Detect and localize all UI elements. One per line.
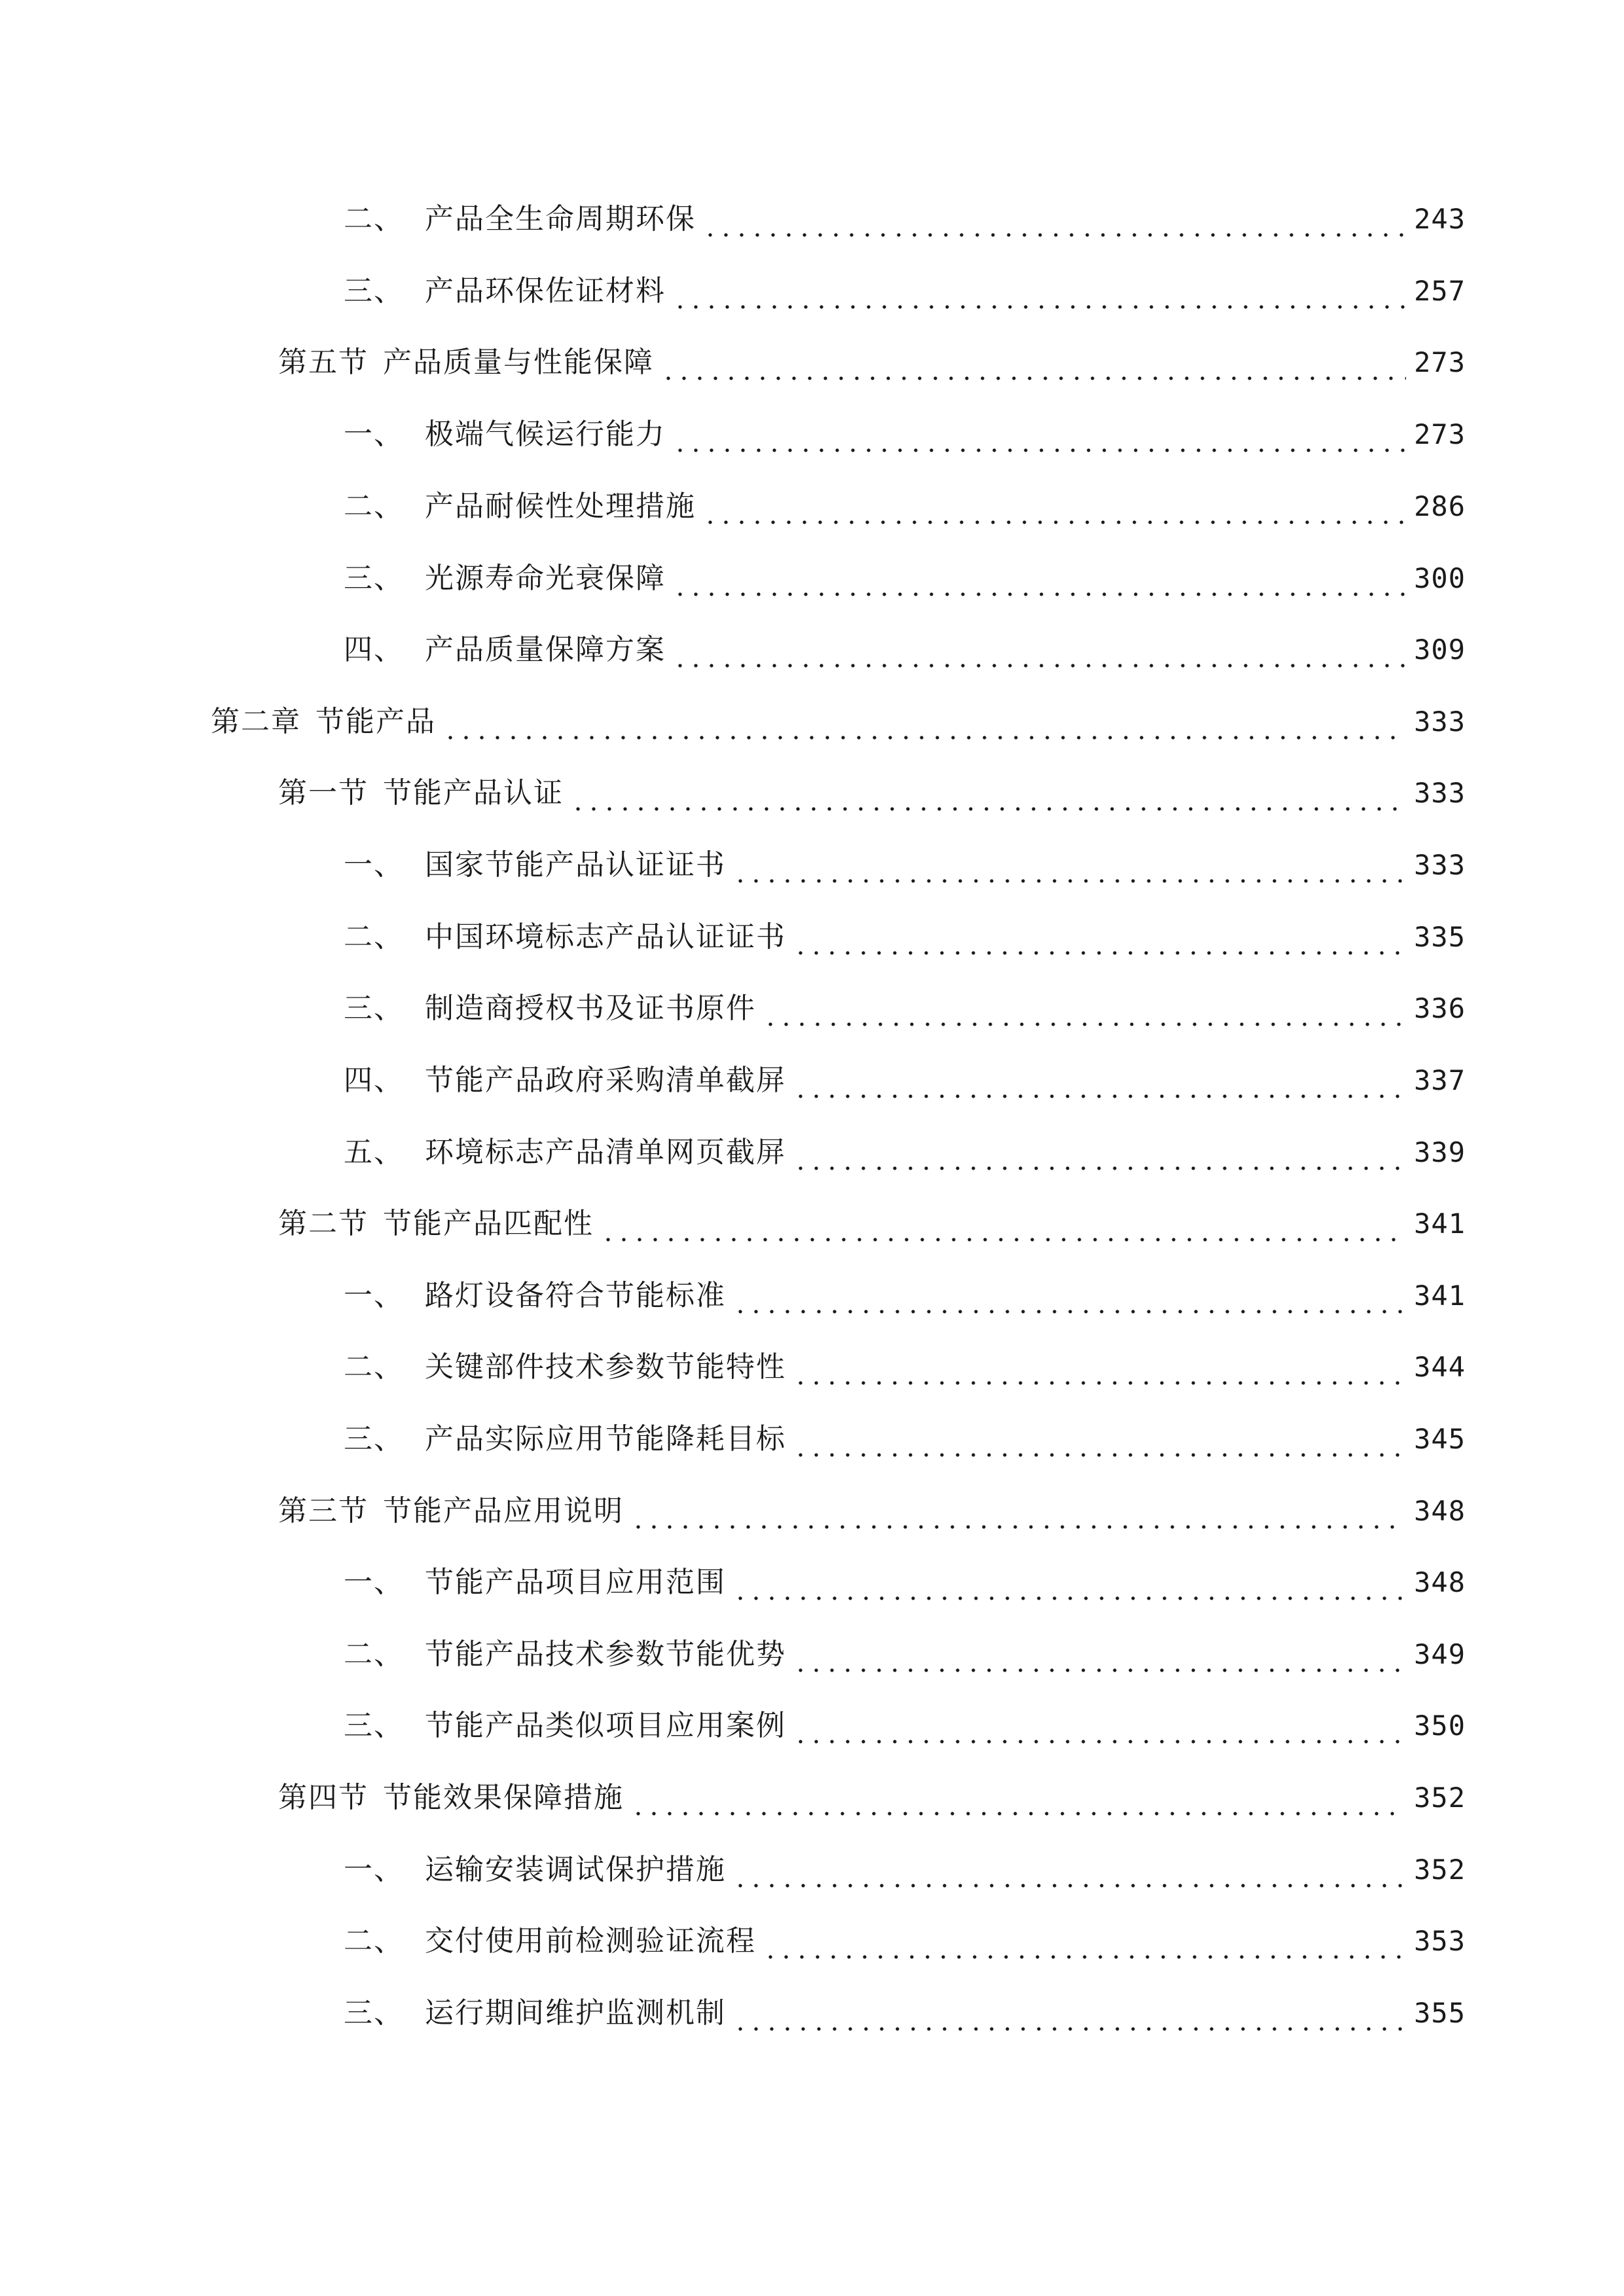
toc-entry-title: 产品环保佐证材料 <box>425 274 666 308</box>
toc-section-entry[interactable] <box>278 1198 1466 1250</box>
toc-entry-title: 极端气候运行能力 <box>425 418 666 451</box>
dot-leader <box>442 696 1406 748</box>
toc-entry[interactable] <box>344 839 1466 891</box>
toc-entry-page: 309 <box>1414 634 1466 666</box>
toc-entry-page: 352 <box>1414 1782 1466 1814</box>
toc-entry-title: 关键部件技术参数节能特性 <box>425 1350 786 1384</box>
toc-entry[interactable] <box>344 480 1466 533</box>
toc-section-title: 节能产品认证 <box>383 776 564 810</box>
toc-entry-title: 节能产品政府采购清单截屏 <box>425 1064 786 1097</box>
toc-entry-title: 交付使用前检测验证流程 <box>425 1924 756 1958</box>
toc-entry[interactable] <box>344 408 1466 461</box>
dot-leader <box>630 1772 1406 1824</box>
toc-entry[interactable] <box>344 1987 1466 2039</box>
dot-leader <box>600 1198 1406 1250</box>
toc-entry-number: 三、 <box>344 1422 404 1456</box>
toc-section-number: 第五节 <box>278 346 369 379</box>
dot-leader <box>793 1413 1406 1465</box>
toc-section-title: 节能产品应用说明 <box>383 1494 624 1528</box>
toc-entry-page: 355 <box>1414 1997 1466 2029</box>
toc-section-title: 节能产品匹配性 <box>383 1207 594 1240</box>
toc-entry-number: 四、 <box>344 1064 404 1097</box>
toc-entry-number: 一、 <box>344 1566 404 1599</box>
dot-leader <box>763 1915 1406 1967</box>
toc-entry-number: 一、 <box>344 848 404 882</box>
dot-leader <box>570 767 1406 819</box>
toc-entry-number: 三、 <box>344 992 404 1025</box>
toc-entry-number: 三、 <box>344 1996 404 2030</box>
toc-entry-page: 350 <box>1414 1710 1466 1742</box>
toc-entry-title: 产品全生命周期环保 <box>425 202 696 236</box>
toc-chapter-entry[interactable] <box>211 696 1466 748</box>
toc-entry-title: 光源寿命光衰保障 <box>425 562 666 595</box>
toc-entry-page: 348 <box>1414 1495 1466 1527</box>
dot-leader <box>793 911 1406 963</box>
toc-section-entry[interactable] <box>278 767 1466 819</box>
dot-leader <box>793 1054 1406 1107</box>
dot-leader <box>630 1485 1406 1537</box>
dot-leader <box>793 1126 1406 1179</box>
toc-entry-page: 337 <box>1414 1064 1466 1096</box>
toc-entry-page: 300 <box>1414 562 1466 594</box>
toc-entry-page: 352 <box>1414 1854 1466 1886</box>
toc-entry-page: 348 <box>1414 1566 1466 1598</box>
toc-entry-number: 二、 <box>344 1924 404 1958</box>
toc-entry[interactable] <box>344 1341 1466 1393</box>
toc-entry-number: 二、 <box>344 202 404 236</box>
dot-leader <box>702 480 1406 533</box>
dot-leader <box>793 1628 1406 1681</box>
dot-leader <box>763 982 1406 1035</box>
toc-entry[interactable] <box>344 1270 1466 1322</box>
toc-entry[interactable] <box>344 624 1466 676</box>
toc-entry-page: 341 <box>1414 1208 1466 1240</box>
toc-section-entry[interactable] <box>278 1772 1466 1824</box>
toc-entry-number: 三、 <box>344 274 404 308</box>
toc-entry-title: 节能产品项目应用范围 <box>425 1566 726 1599</box>
toc-entry-title: 节能产品技术参数节能优势 <box>425 1638 786 1671</box>
dot-leader <box>732 1987 1406 2039</box>
toc-entry[interactable] <box>344 1628 1466 1681</box>
dot-leader <box>672 624 1406 676</box>
toc-entry-title: 产品实际应用节能降耗目标 <box>425 1422 786 1456</box>
toc-entry-page: 333 <box>1414 777 1466 809</box>
toc-chapter-title: 节能产品 <box>316 705 436 738</box>
toc-entry-title: 运行期间维护监测机制 <box>425 1996 726 2030</box>
toc-entry-title: 路灯设备符合节能标准 <box>425 1279 726 1312</box>
toc-entry-page: 333 <box>1414 706 1466 738</box>
toc-entry-page: 243 <box>1414 203 1466 235</box>
toc-section-number: 第一节 <box>278 776 369 810</box>
dot-leader <box>672 552 1406 605</box>
toc-section-title: 产品质量与性能保障 <box>383 346 654 379</box>
dot-leader <box>672 408 1406 461</box>
toc-entry-page: 349 <box>1414 1638 1466 1670</box>
toc-entry-number: 五、 <box>344 1136 404 1169</box>
toc-entry[interactable] <box>344 1700 1466 1752</box>
toc-entry-page: 335 <box>1414 921 1466 953</box>
toc-entry-title: 节能产品类似项目应用案例 <box>425 1709 786 1742</box>
toc-entry[interactable] <box>344 1054 1466 1107</box>
toc-entry-number: 一、 <box>344 418 404 451</box>
toc-entry-title: 产品质量保障方案 <box>425 633 666 666</box>
toc-entry[interactable] <box>344 265 1466 317</box>
dot-leader <box>732 1270 1406 1322</box>
dot-leader <box>793 1700 1406 1752</box>
toc-entry-page: 344 <box>1414 1351 1466 1383</box>
toc-entry[interactable] <box>344 911 1466 963</box>
toc-entry[interactable] <box>344 982 1466 1035</box>
toc-entry-number: 二、 <box>344 920 404 954</box>
toc-entry-number: 一、 <box>344 1853 404 1886</box>
toc-entry-page: 353 <box>1414 1925 1466 1957</box>
toc-entry[interactable] <box>344 193 1466 245</box>
toc-entry-number: 二、 <box>344 1350 404 1384</box>
dot-leader <box>672 265 1406 317</box>
toc-entry-page: 339 <box>1414 1136 1466 1168</box>
toc-entry-title: 国家节能产品认证证书 <box>425 848 726 882</box>
toc-entry-page: 286 <box>1414 490 1466 522</box>
dot-leader <box>660 336 1406 389</box>
toc-section-number: 第二节 <box>278 1207 369 1240</box>
toc-entry[interactable] <box>344 552 1466 605</box>
toc-entry-title: 中国环境标志产品认证证书 <box>425 920 786 954</box>
toc-entry-number: 二、 <box>344 490 404 523</box>
dot-leader <box>732 1844 1406 1896</box>
toc-entry[interactable] <box>344 1556 1466 1609</box>
toc-entry[interactable] <box>344 1126 1466 1179</box>
toc-entry-page: 341 <box>1414 1280 1466 1312</box>
toc-entry-number: 四、 <box>344 633 404 666</box>
toc-entry-page: 336 <box>1414 992 1466 1024</box>
toc-entry-title: 制造商授权书及证书原件 <box>425 992 756 1025</box>
dot-leader <box>702 193 1406 245</box>
toc-entry-number: 三、 <box>344 562 404 595</box>
toc-section-entry[interactable] <box>278 336 1466 389</box>
toc-chapter-number: 第二章 <box>211 705 301 738</box>
toc-entry[interactable] <box>344 1915 1466 1967</box>
toc-entry-title: 环境标志产品清单网页截屏 <box>425 1136 786 1169</box>
dot-leader <box>732 1556 1406 1609</box>
toc-entry-number: 一、 <box>344 1279 404 1312</box>
toc-entry[interactable] <box>344 1844 1466 1896</box>
toc-entry-page: 273 <box>1414 418 1466 450</box>
toc-entry-number: 二、 <box>344 1638 404 1671</box>
toc-section-title: 节能效果保障措施 <box>383 1781 624 1814</box>
toc-entry-number: 三、 <box>344 1709 404 1742</box>
toc-entry-page: 273 <box>1414 346 1466 378</box>
toc-entry[interactable] <box>344 1413 1466 1465</box>
toc-entry-page: 345 <box>1414 1423 1466 1455</box>
dot-leader <box>793 1341 1406 1393</box>
toc-section-number: 第三节 <box>278 1494 369 1528</box>
toc-section-entry[interactable] <box>278 1485 1466 1537</box>
toc-entry-page: 257 <box>1414 275 1466 307</box>
dot-leader <box>732 839 1406 891</box>
toc-section-number: 第四节 <box>278 1781 369 1814</box>
toc-entry-page: 333 <box>1414 849 1466 881</box>
toc-entry-title: 运输安装调试保护措施 <box>425 1853 726 1886</box>
toc-entry-title: 产品耐候性处理措施 <box>425 490 696 523</box>
